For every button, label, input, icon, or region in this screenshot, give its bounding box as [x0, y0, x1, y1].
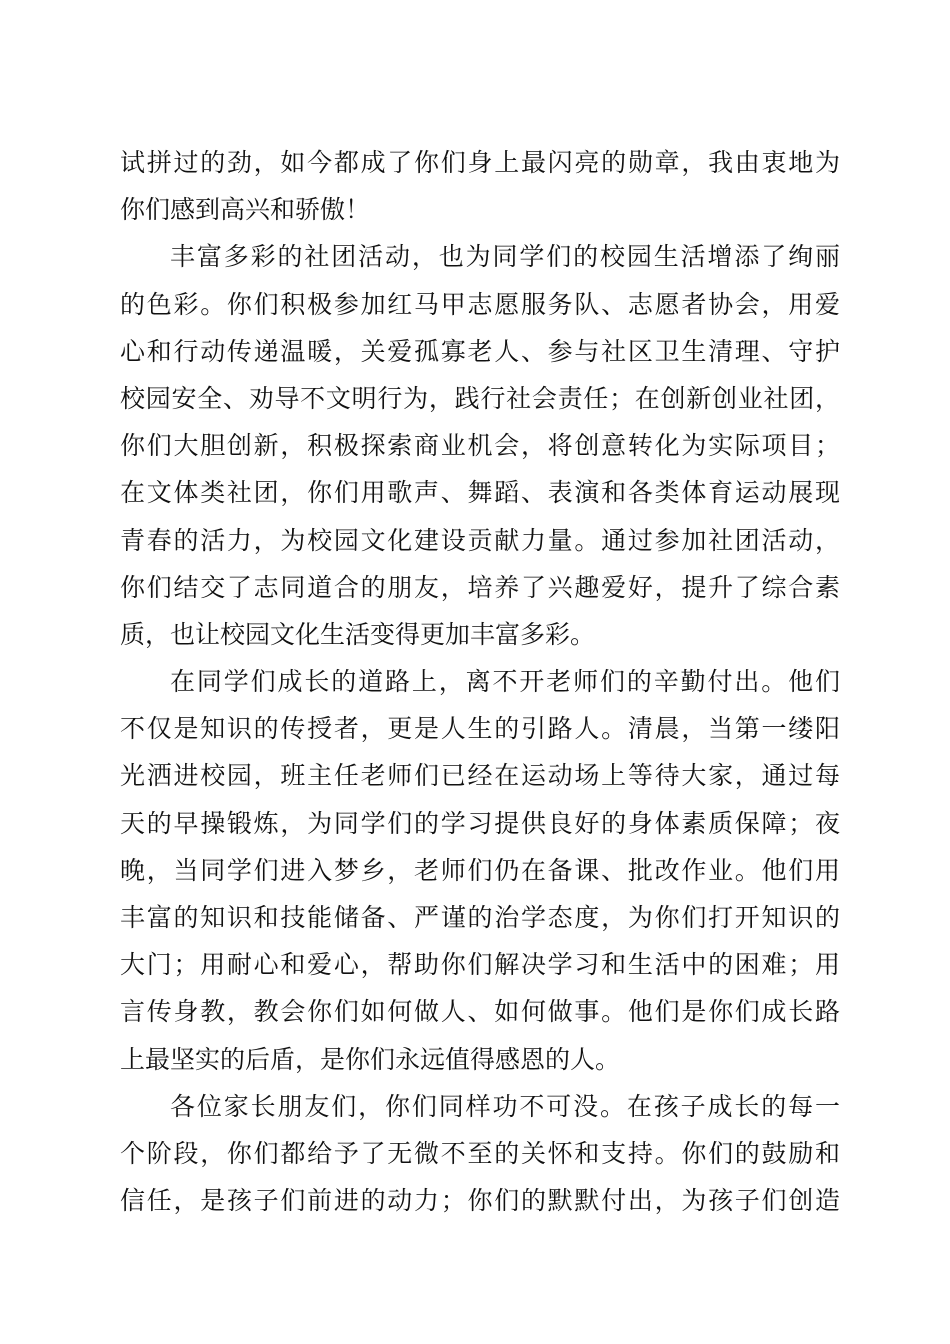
- text-line: 晚，当同学们进入梦乡，老师们仍在备课、批改作业。他们用: [120, 855, 840, 885]
- text-line: 大门；用耐心和爱心，帮助你们解决学习和生活中的困难；用: [120, 950, 840, 980]
- text-line: 丰富的知识和技能储备、严谨的治学态度，为你们打开知识的: [120, 903, 840, 932]
- text-line: 信任，是孩子们前进的动力；你们的默默付出，为孩子们创造: [120, 1186, 840, 1216]
- text-line: 你们结交了志同道合的朋友，培养了兴趣爱好，提升了综合素: [120, 572, 840, 602]
- text-line: 的色彩。你们积极参加红马甲志愿服务队、志愿者协会，用爱: [120, 289, 840, 319]
- text-line: 在同学们成长的道路上，离不开老师们的辛勤付出。他们: [170, 667, 840, 697]
- text-line: 在文体类社团，你们用歌声、舞蹈、表演和各类体育运动展现: [120, 478, 840, 508]
- text-line: 光洒进校园，班主任老师们已经在运动场上等待大家，通过每: [120, 761, 840, 791]
- text-line: 你们大胆创新，积极探索商业机会，将创意转化为实际项目；: [120, 431, 840, 461]
- text-line: 校园安全、劝导不文明行为，践行社会责任；在创新创业社团，: [120, 383, 840, 413]
- paragraph: [120, 233, 840, 658]
- text-line: 试拼过的劲，如今都成了你们身上最闪亮的勋章，我由衷地为: [120, 148, 840, 177]
- text-line: 青春的活力，为校园文化建设贡献力量。通过参加社团活动，: [120, 525, 840, 555]
- paragraph: [120, 1083, 840, 1225]
- text-line: 言传身教，教会你们如何做人、如何做事。他们是你们成长路: [120, 997, 840, 1027]
- text-line: 个阶段，你们都给予了无微不至的关怀和支持。你们的鼓励和: [120, 1138, 840, 1168]
- text-line: 质，也让校园文化生活变得更加丰富多彩。: [120, 619, 596, 649]
- text-line: 各位家长朋友们，你们同样功不可没。在孩子成长的每一: [170, 1091, 840, 1121]
- text-line: 天的早操锻炼，为同学们的学习提供良好的身体素质保障；夜: [120, 808, 840, 838]
- text-line: 不仅是知识的传授者，更是人生的引路人。清晨，当第一缕阳: [120, 714, 840, 744]
- document-body: [120, 139, 840, 1224]
- paragraph: [120, 139, 840, 233]
- text-line: 丰富多彩的社团活动，也为同学们的校园生活增添了绚丽: [170, 242, 840, 272]
- text-line: 上最坚实的后盾，是你们永远值得感恩的人。: [120, 1044, 621, 1074]
- paragraph: [120, 658, 840, 1083]
- text-line: 心和行动传递温暖，关爱孤寡老人、参与社区卫生清理、守护: [120, 336, 840, 366]
- text-line: 你们感到高兴和骄傲！: [120, 195, 371, 225]
